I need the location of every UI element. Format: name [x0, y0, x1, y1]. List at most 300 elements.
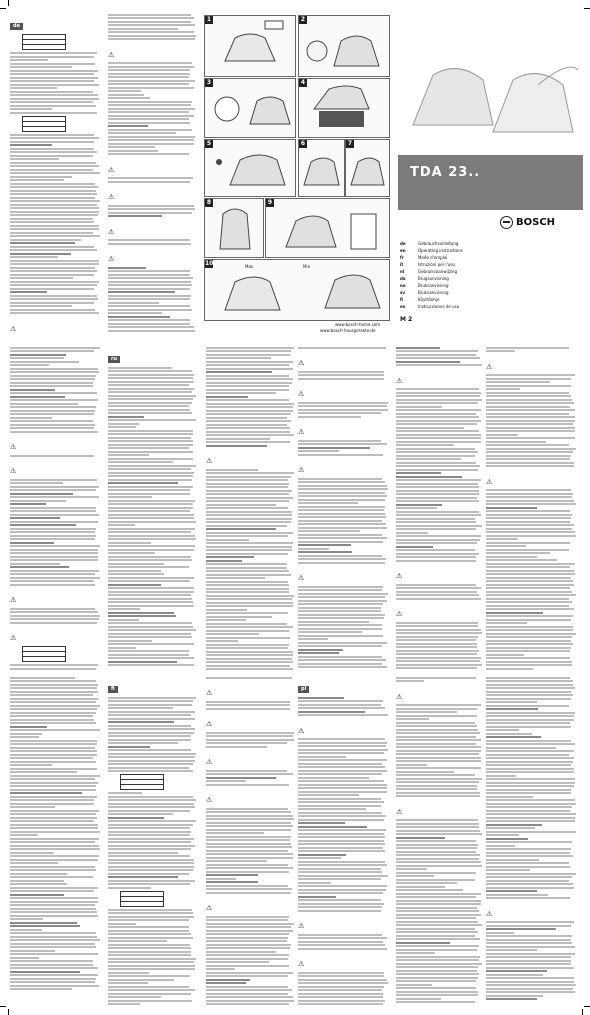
text-line — [108, 827, 190, 829]
section-heading — [298, 854, 346, 856]
section-heading — [10, 524, 76, 526]
text-line — [206, 350, 291, 352]
text-line — [396, 420, 481, 422]
section-heading — [486, 507, 537, 509]
text-line — [486, 615, 573, 617]
text-line — [396, 778, 482, 780]
text-line — [206, 417, 287, 419]
text-line — [486, 392, 569, 394]
text-line — [486, 500, 574, 502]
text-line — [108, 799, 196, 801]
text-line — [108, 412, 192, 414]
text-line — [298, 752, 384, 754]
text-line — [10, 368, 98, 370]
text-line — [396, 889, 463, 891]
text-line — [10, 105, 96, 107]
text-line — [108, 883, 190, 885]
text-line — [108, 374, 194, 376]
warning-icon: ⚠ — [206, 689, 213, 697]
text-line — [108, 697, 196, 699]
text-line — [396, 357, 480, 359]
text-line — [10, 431, 98, 433]
text-line — [10, 743, 97, 745]
warning-icon: ⚠ — [108, 255, 115, 263]
section-heading — [108, 215, 162, 217]
text-line — [486, 677, 570, 679]
text-line — [298, 857, 341, 859]
text-line — [396, 514, 481, 516]
text-line — [206, 612, 288, 614]
text-line — [108, 598, 192, 600]
text-line — [298, 509, 384, 511]
text-line — [486, 754, 569, 756]
section-heading — [10, 517, 60, 519]
text-line — [108, 489, 190, 491]
text-line — [298, 596, 385, 598]
text-line — [396, 746, 481, 748]
text-line — [298, 586, 383, 588]
text-line — [486, 549, 569, 551]
text-line — [486, 434, 518, 436]
text-line — [298, 742, 387, 744]
text-line — [10, 618, 99, 620]
text-line — [206, 598, 292, 600]
text-line — [206, 406, 293, 408]
text-line — [486, 489, 571, 491]
text-line — [108, 305, 190, 307]
text-line — [486, 775, 516, 777]
section-heading — [486, 824, 542, 826]
text-line — [298, 506, 385, 508]
warning-icon: ⚠ — [298, 574, 305, 582]
iron-illustration — [205, 260, 389, 320]
text-line — [206, 885, 288, 887]
text-line — [108, 496, 152, 498]
text-line — [108, 549, 194, 551]
text-line — [298, 882, 331, 884]
text-line — [10, 350, 94, 352]
text-line — [10, 848, 100, 850]
text-line — [396, 764, 427, 766]
section-heading — [10, 291, 47, 293]
text-line — [10, 747, 95, 749]
text-line — [298, 989, 382, 991]
language-code: es — [400, 304, 406, 309]
text-line — [396, 518, 475, 520]
text-line — [10, 796, 97, 798]
text-line — [298, 450, 339, 452]
text-line — [108, 763, 193, 765]
text-line — [108, 810, 190, 812]
text-line — [206, 623, 287, 625]
text-line — [396, 350, 478, 352]
text-line — [298, 548, 329, 550]
text-line — [298, 523, 386, 525]
section-heading — [298, 896, 336, 898]
language-tag: ru — [108, 356, 120, 363]
text-line — [486, 740, 571, 742]
text-line — [10, 531, 95, 533]
text-line — [10, 873, 67, 875]
text-line — [486, 761, 573, 763]
text-line — [298, 850, 385, 852]
language-code: sv — [400, 290, 405, 295]
language-title: Bruksanvisning — [418, 290, 449, 295]
text-line — [486, 935, 572, 937]
figure-4: 4 — [298, 78, 390, 138]
text-line — [396, 833, 482, 835]
text-line — [108, 880, 195, 882]
text-line — [10, 183, 95, 185]
text-line — [108, 855, 190, 857]
text-line — [298, 784, 387, 786]
section-heading — [108, 584, 161, 586]
text-line — [298, 871, 382, 873]
text-line — [10, 197, 95, 199]
section-heading — [206, 979, 250, 981]
text-line — [298, 562, 385, 564]
text-line — [206, 378, 293, 380]
text-line — [486, 496, 572, 498]
model-title: TDA 23.. — [410, 165, 481, 180]
crop-mark — [0, 1006, 6, 1007]
model-banner — [398, 155, 583, 210]
fig10-max-label: Max — [245, 264, 254, 269]
text-line — [298, 541, 383, 543]
text-line — [108, 326, 194, 328]
text-line — [298, 520, 382, 522]
section-heading — [396, 837, 445, 839]
text-line — [396, 451, 478, 453]
text-line — [108, 14, 191, 16]
text-line — [396, 750, 481, 752]
text-line — [486, 782, 575, 784]
text-line — [108, 732, 194, 734]
text-line — [10, 806, 55, 808]
text-line — [298, 780, 384, 782]
text-line — [486, 580, 573, 582]
text-line — [108, 711, 195, 713]
text-line — [206, 701, 290, 703]
text-line — [108, 150, 158, 152]
text-line — [10, 489, 96, 491]
text-line — [108, 926, 189, 928]
text-line — [108, 17, 194, 19]
text-line — [298, 663, 382, 665]
text-line — [108, 859, 194, 861]
text-line — [486, 694, 573, 696]
text-line — [108, 545, 195, 547]
text-line — [206, 923, 294, 925]
text-line — [108, 753, 196, 755]
text-line — [10, 382, 93, 384]
text-line — [396, 479, 481, 481]
text-line — [486, 897, 570, 899]
text-line — [486, 399, 572, 401]
text-line — [298, 443, 387, 445]
text-line — [486, 409, 575, 411]
text-line — [298, 982, 388, 984]
text-line — [206, 570, 289, 572]
text-line — [486, 712, 575, 714]
text-line — [486, 967, 574, 969]
text-line — [108, 284, 192, 286]
warning-icon: ⚠ — [298, 359, 305, 367]
text-line — [10, 967, 98, 969]
text-line — [108, 933, 191, 935]
text-line — [206, 389, 289, 391]
text-line — [396, 677, 476, 679]
text-line — [108, 444, 193, 446]
text-line — [10, 803, 94, 805]
text-line — [10, 615, 100, 617]
text-line — [108, 735, 191, 737]
text-line — [298, 840, 384, 842]
text-line — [108, 930, 189, 932]
text-line — [486, 664, 572, 666]
text-line — [486, 559, 557, 561]
text-line — [396, 560, 476, 562]
section-heading — [10, 354, 66, 356]
text-line — [396, 886, 445, 888]
text-line — [10, 98, 99, 100]
text-line — [486, 514, 572, 516]
text-line — [10, 507, 96, 509]
text-line — [10, 869, 96, 871]
text-line — [10, 535, 96, 537]
text-line — [298, 440, 381, 442]
text-line — [298, 749, 388, 751]
text-line — [298, 409, 388, 411]
section-heading — [298, 822, 345, 824]
text-line — [10, 771, 77, 773]
text-column-r3-5 — [396, 675, 482, 1005]
text-line — [206, 532, 293, 534]
text-line — [396, 521, 476, 523]
text-line — [10, 108, 52, 110]
text-line — [108, 919, 189, 921]
text-line — [108, 377, 193, 379]
text-line — [486, 413, 569, 415]
text-line — [108, 982, 148, 984]
text-line — [108, 212, 192, 214]
text-line — [486, 629, 573, 631]
text-line — [10, 302, 94, 304]
text-line — [108, 76, 189, 78]
text-line — [396, 767, 481, 769]
text-column-r3-6 — [486, 675, 576, 1005]
text-line — [486, 921, 574, 923]
text-line — [396, 903, 481, 905]
text-column-r3-4 — [298, 675, 388, 1005]
text-line — [10, 371, 99, 373]
text-line — [10, 221, 94, 223]
text-line — [486, 859, 539, 861]
text-line — [298, 513, 385, 515]
section-heading — [10, 396, 65, 398]
language-title: Bruksanvisning — [418, 283, 449, 288]
text-line — [396, 437, 481, 439]
text-line — [10, 521, 98, 523]
text-line — [10, 249, 97, 251]
text-line — [10, 705, 100, 707]
text-line — [10, 479, 97, 481]
section-heading — [10, 493, 73, 495]
text-line — [206, 525, 287, 527]
text-line — [108, 503, 193, 505]
text-line — [396, 507, 437, 509]
text-line — [396, 632, 482, 634]
section-heading — [108, 316, 170, 318]
text-line — [486, 538, 518, 540]
text-line — [486, 764, 571, 766]
language-row — [400, 268, 570, 275]
text-line — [486, 949, 537, 951]
text-line — [206, 661, 293, 663]
text-line — [10, 80, 94, 82]
language-title: Mode d'emploi — [418, 255, 448, 260]
text-line — [486, 991, 575, 993]
text-line — [486, 622, 527, 624]
text-line — [486, 719, 574, 721]
text-line — [298, 412, 381, 414]
text-line — [206, 633, 259, 635]
text-line — [206, 708, 290, 710]
language-row — [400, 303, 570, 310]
section-heading — [10, 503, 46, 505]
text-line — [10, 729, 100, 731]
text-line — [10, 246, 94, 248]
text-line — [298, 555, 382, 557]
text-line — [396, 795, 480, 797]
text-line — [10, 347, 100, 349]
text-line — [108, 845, 195, 847]
text-line — [108, 619, 139, 621]
text-line — [108, 958, 196, 960]
section-heading — [298, 711, 365, 713]
website-2: www.bosch-hausgeraete.de — [320, 328, 376, 333]
text-line — [10, 141, 94, 143]
text-line — [396, 949, 477, 951]
text-line — [298, 934, 382, 936]
text-line — [108, 707, 173, 709]
text-line — [486, 974, 543, 976]
text-line — [298, 558, 386, 560]
text-line — [206, 441, 290, 443]
text-line — [298, 617, 384, 619]
text-line — [298, 843, 385, 845]
section-heading — [396, 472, 441, 474]
text-line — [10, 932, 96, 934]
warning-icon: ⚠ — [206, 796, 213, 804]
warning-icon: ⚠ — [396, 376, 403, 385]
text-line — [10, 87, 57, 89]
section-heading — [206, 371, 272, 373]
text-line — [10, 482, 63, 484]
text-line — [108, 940, 167, 942]
warning-icon: ⚠ — [298, 428, 305, 436]
text-line — [108, 570, 161, 572]
text-line — [396, 639, 476, 641]
text-line — [298, 704, 381, 706]
text-line — [10, 757, 93, 759]
text-line — [108, 657, 194, 659]
text-line — [10, 239, 81, 241]
text-line — [108, 626, 193, 628]
text-line — [10, 680, 96, 682]
section-heading — [206, 560, 242, 562]
text-line — [298, 499, 385, 501]
text-line — [10, 486, 99, 488]
text-line — [206, 954, 289, 956]
text-line — [108, 479, 192, 481]
text-line — [108, 295, 191, 297]
text-line — [10, 52, 97, 54]
text-line — [108, 866, 194, 868]
text-line — [108, 493, 190, 495]
text-line — [298, 495, 387, 497]
warning-icon: ⚠ — [206, 457, 213, 465]
text-line — [396, 739, 481, 741]
text-line — [486, 444, 569, 446]
section-heading — [298, 551, 352, 553]
text-line — [486, 750, 574, 752]
text-line — [10, 496, 99, 498]
text-line — [396, 994, 478, 996]
setting-table — [22, 116, 66, 132]
text-line — [396, 413, 476, 415]
text-line — [108, 239, 190, 241]
language-code: nl — [400, 269, 405, 274]
text-line — [108, 742, 178, 744]
text-line — [396, 409, 481, 411]
text-line — [10, 736, 39, 738]
text-line — [10, 901, 98, 903]
text-line — [206, 490, 292, 492]
text-line — [396, 858, 479, 860]
text-line — [396, 636, 478, 638]
text-line — [10, 413, 94, 415]
text-line — [298, 798, 381, 800]
iron-illustration — [299, 140, 344, 196]
text-line — [486, 378, 571, 380]
text-line — [10, 270, 97, 272]
text-line — [10, 91, 93, 93]
text-line — [298, 700, 383, 702]
text-line — [298, 878, 381, 880]
text-line — [486, 458, 570, 460]
text-line — [396, 722, 475, 724]
text-line — [10, 687, 97, 689]
warning-icon: ⚠ — [396, 692, 403, 701]
text-line — [486, 953, 575, 955]
text-line — [396, 854, 480, 856]
text-line — [206, 637, 290, 639]
text-line — [108, 28, 178, 30]
text-line — [206, 385, 289, 387]
text-line — [486, 796, 533, 798]
text-line — [108, 573, 164, 575]
text-line — [486, 866, 570, 868]
text-line — [206, 836, 291, 838]
text-line — [108, 725, 191, 727]
text-line — [10, 862, 58, 864]
text-line — [486, 960, 571, 962]
text-line — [108, 507, 193, 509]
text-line — [396, 392, 481, 394]
text-line — [298, 745, 386, 747]
warning-icon: ⚠ — [486, 362, 493, 371]
